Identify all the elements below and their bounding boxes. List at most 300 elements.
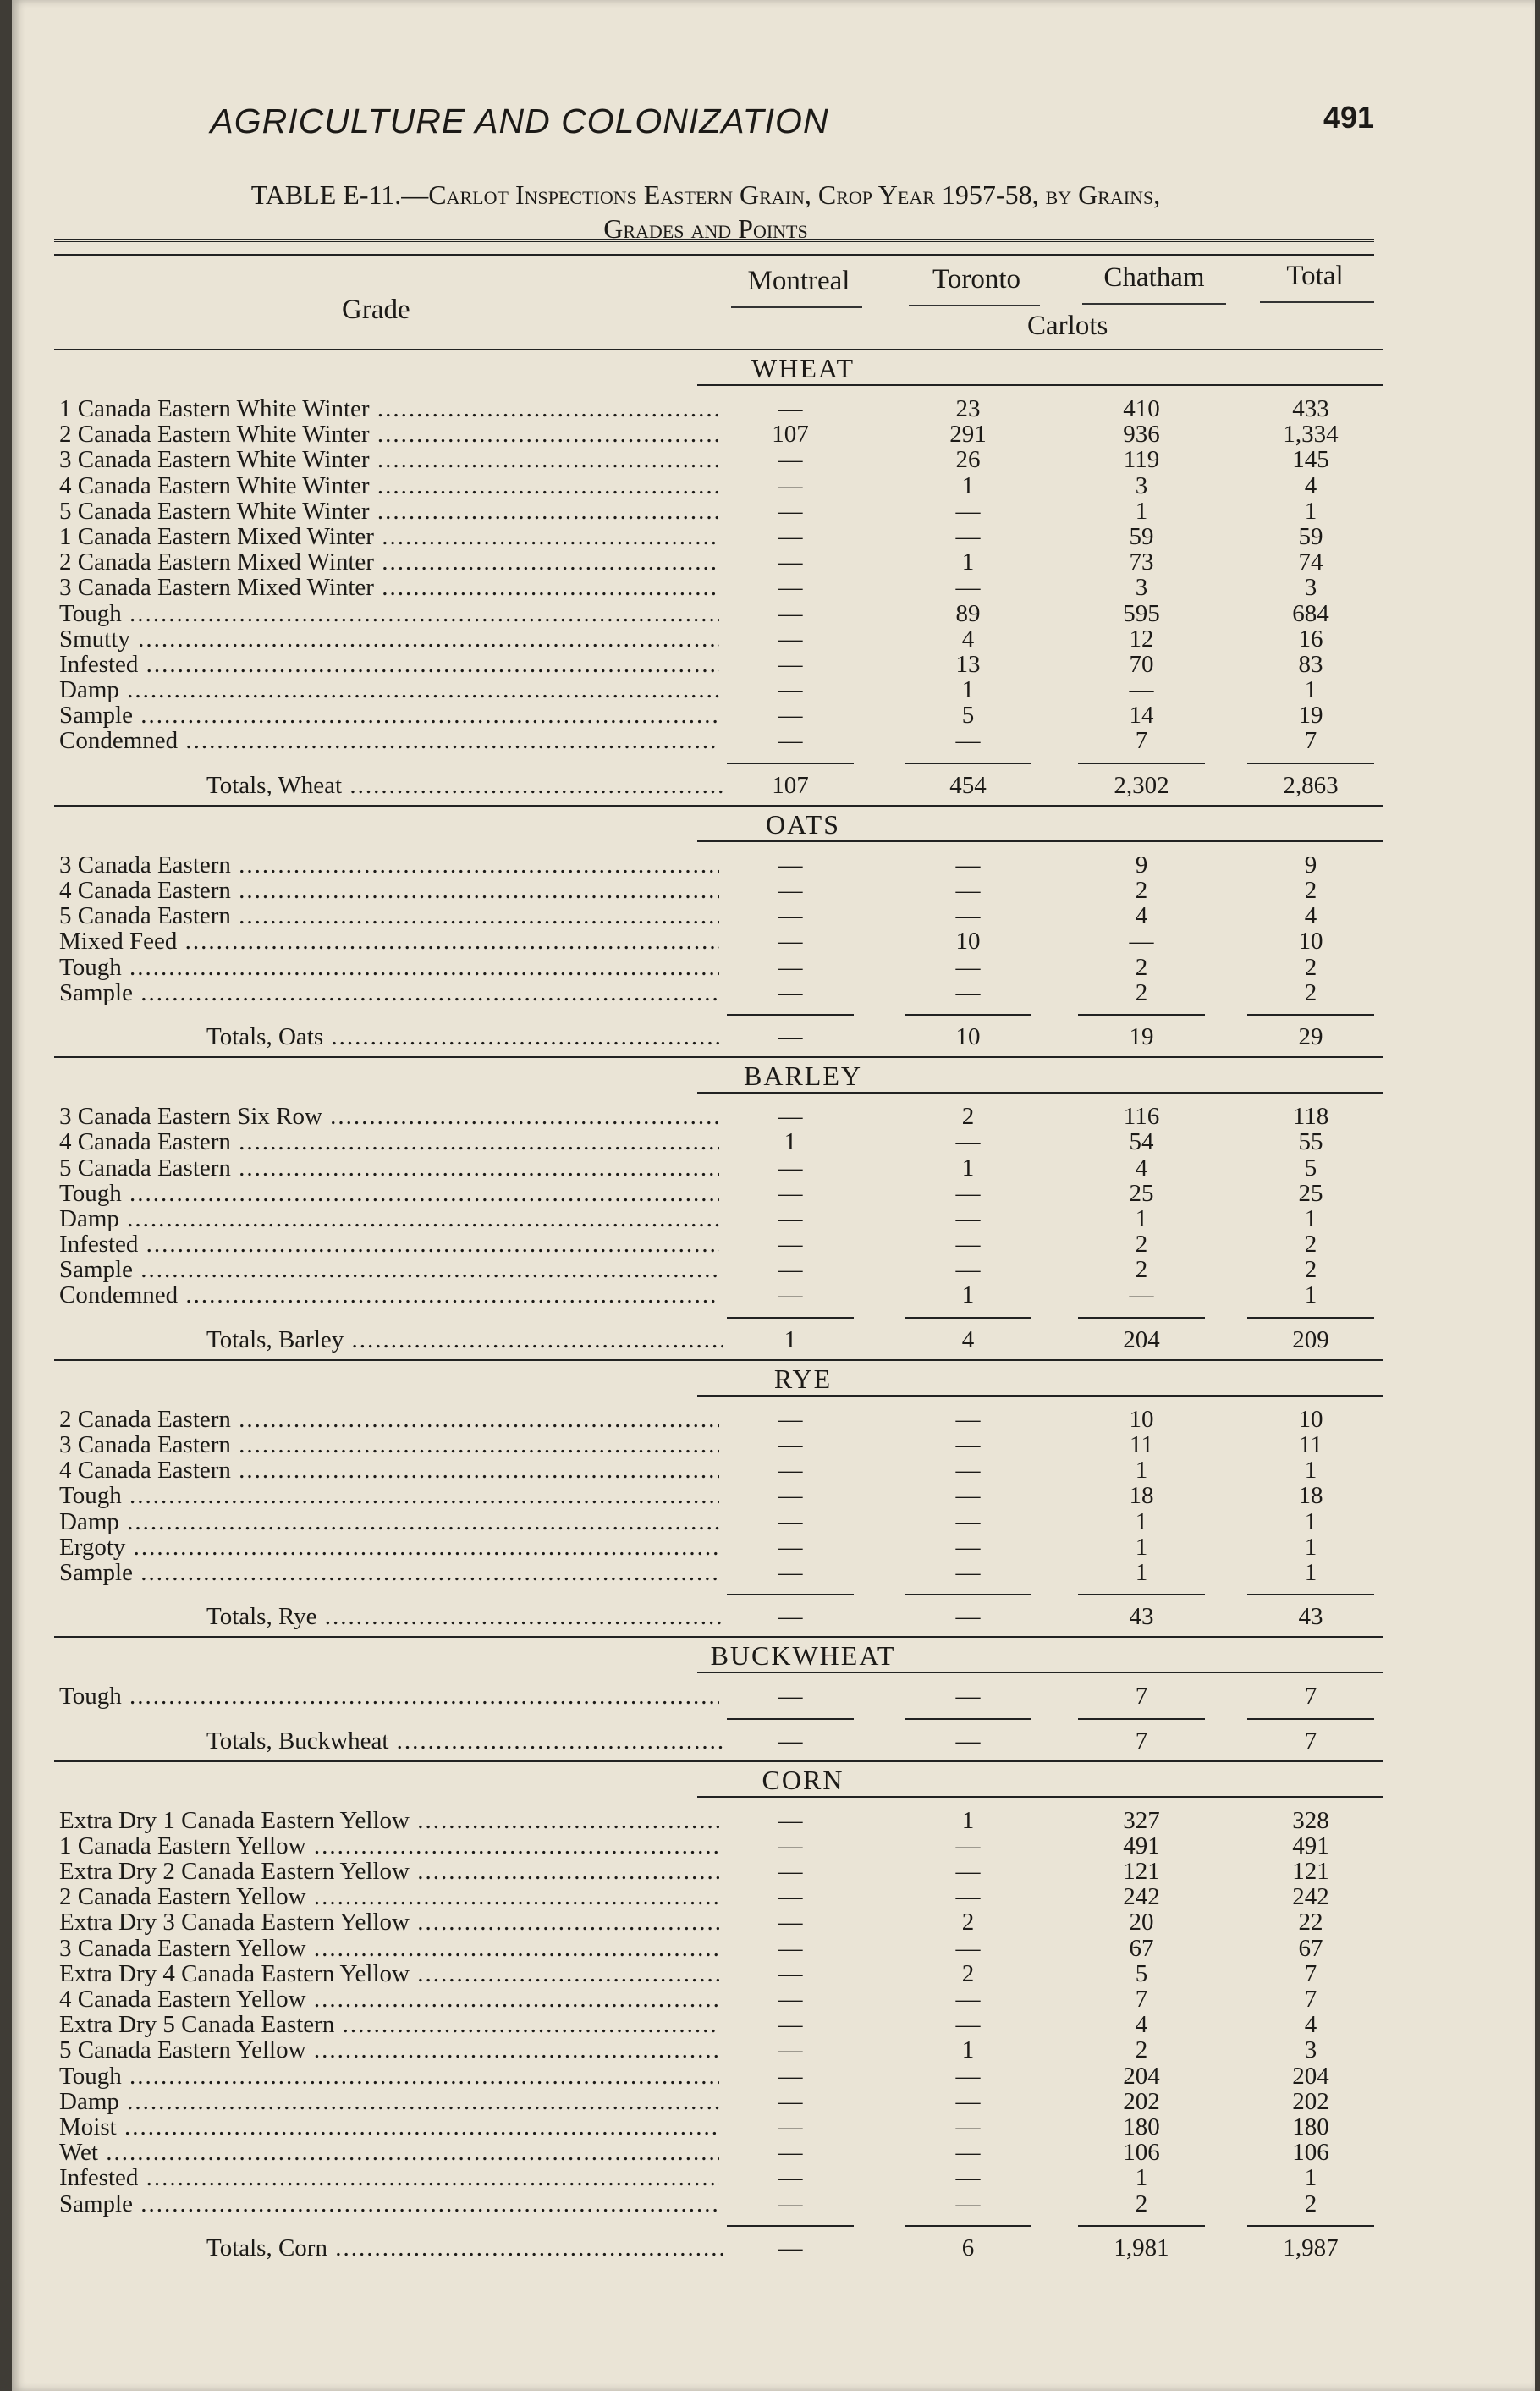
section-spacer [54,2261,1383,2267]
total-cell: 67 [1298,1934,1323,1962]
chatham-cell: 410 [1123,395,1160,422]
grade-cell: Damp ..... [59,1509,719,1534]
chatham-cell: 70 [1129,650,1154,678]
section-spacer [54,1397,1383,1407]
grade-cell: 2 Canada Eastern ..... [59,1407,719,1432]
table-row [54,601,1383,626]
chatham-cell: 11 [1130,1431,1153,1458]
totals-label: Totals, Oats ..... [206,1024,723,1050]
section-spacer [54,386,1383,396]
toronto-cell: — [955,902,981,930]
running-head: AGRICULTURE AND COLONIZATION [210,102,829,140]
toronto-total-cell: 6 [961,2234,975,2262]
table-title-text: Carlot Inspections Eastern Grain, Crop Year 1957-58, by Grains, [428,179,1161,210]
total-cell: 1 [1304,676,1317,704]
table-row [54,1407,1383,1432]
chatham-cell: 202 [1123,2087,1160,2115]
chatham-cell: 3 [1135,574,1148,602]
table-row [54,421,1383,447]
total-subtotal-rule [1247,2225,1374,2227]
toronto-cell: — [955,1683,981,1711]
montreal-cell: — [778,548,803,576]
totals-row-corn [54,2235,1383,2261]
table-row [54,2140,1383,2165]
toronto-cell: — [955,1533,981,1561]
header-rule [54,254,1374,256]
section-spacer [54,798,1383,805]
chatham-cell: 204 [1123,2062,1160,2090]
section-spacer [54,1353,1383,1359]
grade-cell: Extra Dry 2 Canada Eastern Yellow ..... [59,1859,719,1884]
toronto-cell: — [955,1405,981,1433]
table-row [54,2089,1383,2114]
toronto-cell: — [955,953,981,981]
total-cell: 5 [1304,1154,1317,1182]
grade-cell: Tough ..... [59,2063,719,2089]
totals-label: Totals, Rye ..... [206,1604,723,1629]
grade-cell: 5 Canada Eastern Yellow ..... [59,2037,719,2063]
chatham-cell: 4 [1135,902,1148,930]
grade-cell: Sample ..... [59,702,719,728]
table-row [54,524,1383,549]
total-cell: 1 [1304,497,1317,525]
total-cell: 10 [1298,1405,1323,1433]
total-cell: 7 [1304,1986,1317,2013]
chatham-cell: 2 [1135,2190,1148,2217]
chatham-cell: 1 [1135,1507,1148,1535]
total-cell: 1,334 [1283,421,1339,449]
montreal-cell: — [778,1909,803,1936]
total-total-cell: 2,863 [1283,771,1339,799]
grade-cell: 2 Canada Eastern Mixed Winter ..... [59,549,719,575]
toronto-column-header: Toronto [932,264,1020,295]
montreal-cell: — [778,978,803,1006]
toronto-cell: — [955,727,981,755]
chatham-cell: 106 [1123,2139,1160,2167]
montreal-cell: — [778,1431,803,1458]
total-cell: 7 [1304,1683,1317,1711]
toronto-total-cell: 10 [955,1022,981,1050]
grade-cell: 4 Canada Eastern White Winter ..... [59,473,719,499]
section-title-barley: BARLEY [54,1056,1383,1092]
montreal-cell: — [778,928,803,956]
montreal-subtotal-rule [727,2225,854,2227]
montreal-cell: 1 [784,1128,797,1156]
montreal-cell: — [778,1806,803,1834]
chatham-cell: 1 [1135,2164,1148,2192]
table-row [54,1206,1383,1231]
table-row [54,1909,1383,1935]
chatham-subtotal-rule [1078,1317,1205,1319]
toronto-cell: — [955,2087,981,2115]
toronto-cell: 23 [955,395,981,422]
chatham-cell: 327 [1123,1806,1160,1834]
total-cell: 4 [1304,471,1317,499]
chatham-subtotal-rule [1078,2225,1205,2227]
chatham-cell: 2 [1135,2036,1148,2064]
table-row [54,1432,1383,1457]
total-cell: 7 [1304,727,1317,755]
toronto-cell: — [955,1231,981,1259]
total-cell: 7 [1304,1959,1317,1987]
montreal-subtotal-rule [727,1317,854,1319]
table-row [54,1808,1383,1833]
table-title-prefix: TABLE E-11.— [250,179,429,210]
total-total-cell: 7 [1304,1727,1317,1755]
montreal-cell: — [778,1883,803,1911]
montreal-total-cell: 107 [772,771,809,799]
montreal-subtotal-rule [727,1594,854,1595]
toronto-cell: — [955,1507,981,1535]
table-row [54,1155,1383,1181]
subtotal-rules [54,2217,1383,2235]
toronto-cell: — [955,1179,981,1207]
toronto-cell: — [955,1457,981,1485]
montreal-cell: — [778,1256,803,1284]
montreal-cell: — [778,2087,803,2115]
montreal-cell: — [778,877,803,904]
montreal-cell: — [778,599,803,627]
chatham-cell: 2 [1135,1231,1148,1259]
grade-cell: Sample ..... [59,2191,719,2217]
chatham-cell: 242 [1123,1883,1160,1911]
totals-label: Totals, Buckwheat ..... [206,1728,723,1754]
toronto-cell: — [955,978,981,1006]
totals-label: Totals, Barley ..... [206,1327,723,1353]
table-row [54,1181,1383,1206]
toronto-cell: 2 [961,1103,975,1131]
total-subtotal-rule [1247,1594,1374,1595]
chatham-total-cell: 19 [1129,1022,1154,1050]
chatham-cell: 54 [1129,1128,1154,1156]
table-row [54,1833,1383,1859]
grade-cell: Moist ..... [59,2114,719,2140]
totals-label: Totals, Corn ..... [206,2235,723,2261]
table-row [54,1936,1383,1961]
chatham-cell: 4 [1135,1154,1148,1182]
table-row [54,677,1383,702]
toronto-cell: — [955,2190,981,2217]
grade-cell: 4 Canada Eastern ..... [59,878,719,903]
table-row [54,1104,1383,1129]
total-subtotal-rule [1247,1014,1374,1016]
section-title-buckwheat: BUCKWHEAT [54,1636,1383,1672]
table-row [54,1534,1383,1560]
montreal-cell: — [778,1179,803,1207]
total-total-cell: 43 [1298,1603,1323,1631]
table-row [54,1884,1383,1909]
header-double-rule [54,239,1374,245]
total-cell: 1 [1304,1558,1317,1586]
totals-row-oats [54,1024,1383,1050]
total-cell: 19 [1298,702,1323,730]
table-row [54,2037,1383,2063]
subtotal-rules [54,1005,1383,1024]
total-cell: 3 [1304,574,1317,602]
table-row [54,2165,1383,2190]
chatham-cell: 2 [1135,1256,1148,1284]
montreal-total-cell: — [778,1022,803,1050]
toronto-cell: 13 [955,650,981,678]
chatham-total-cell: 204 [1123,1325,1160,1353]
table-row [54,852,1383,878]
table-row [54,1509,1383,1534]
total-cell: 328 [1292,1806,1329,1834]
grade-cell: Sample ..... [59,1560,719,1585]
total-subtotal-rule [1247,1317,1374,1319]
chatham-cell: — [1129,1281,1154,1309]
subtotal-rules [54,754,1383,773]
total-cell: 1 [1304,2164,1317,2192]
grade-cell: Sample ..... [59,980,719,1005]
toronto-header-underline [909,305,1040,306]
total-cell: 202 [1292,2087,1329,2115]
montreal-cell: — [778,1683,803,1711]
total-cell: 2 [1304,953,1317,981]
table-row [54,1859,1383,1884]
total-subtotal-rule [1247,1718,1374,1720]
toronto-cell: — [955,1832,981,1859]
chatham-cell: 2 [1135,877,1148,904]
grade-cell: Damp ..... [59,2089,719,2114]
toronto-cell: — [955,2113,981,2140]
section-spacer [54,1754,1383,1760]
chatham-cell: 116 [1123,1103,1160,1131]
total-cell: 1 [1304,1204,1317,1232]
table-row [54,702,1383,728]
total-cell: 204 [1292,2062,1329,2090]
total-cell: 1 [1304,1281,1317,1309]
toronto-cell: — [955,1883,981,1911]
total-cell: 4 [1304,2011,1317,2039]
grade-cell: 3 Canada Eastern Six Row ..... [59,1104,719,1129]
chatham-cell: 10 [1129,1405,1154,1433]
total-cell: 2 [1304,877,1317,904]
section-spacer [54,1673,1383,1683]
toronto-cell: — [955,522,981,550]
chatham-header-underline [1082,303,1226,305]
grade-cell: Mixed Feed ..... [59,928,719,954]
montreal-cell: — [778,727,803,755]
montreal-cell: — [778,1959,803,1987]
total-cell: 491 [1292,1832,1329,1859]
chatham-cell: 2 [1135,978,1148,1006]
grade-cell: Smutty ..... [59,626,719,652]
montreal-cell: — [778,702,803,730]
total-column-header: Total [1286,261,1344,291]
chatham-cell: 595 [1123,599,1160,627]
toronto-cell: — [955,497,981,525]
toronto-cell: 1 [961,2036,975,2064]
total-cell: 118 [1292,1103,1329,1131]
grade-cell: 2 Canada Eastern Yellow ..... [59,1884,719,1909]
total-cell: 16 [1298,625,1323,653]
toronto-cell: — [955,1256,981,1284]
grade-cell: Tough ..... [59,1483,719,1508]
montreal-subtotal-rule [727,1014,854,1016]
carlots-unit-header: Carlots [1027,311,1108,341]
grade-cell: 3 Canada Eastern Mixed Winter ..... [59,575,719,600]
total-cell: 74 [1298,548,1323,576]
chatham-cell: 7 [1135,727,1148,755]
chatham-cell: 4 [1135,2011,1148,2039]
totals-row-rye [54,1604,1383,1629]
chatham-column-header: Chatham [1103,262,1205,293]
chatham-cell: 18 [1129,1482,1154,1510]
totals-row-buckwheat [54,1728,1383,1754]
chatham-cell: — [1129,676,1154,704]
montreal-cell: — [778,1934,803,1962]
chatham-cell: 7 [1135,1683,1148,1711]
montreal-cell: — [778,446,803,474]
grade-cell: 3 Canada Eastern Yellow ..... [59,1936,719,1961]
grade-cell: Tough ..... [59,955,719,980]
table-row [54,549,1383,575]
montreal-header-underline [731,306,862,308]
total-cell: 1 [1304,1533,1317,1561]
chatham-cell: 1 [1135,497,1148,525]
grade-cell: Wet ..... [59,2140,719,2165]
toronto-cell: — [955,2062,981,2090]
chatham-cell: 12 [1129,625,1154,653]
total-cell: 11 [1299,1431,1323,1458]
montreal-cell: — [778,650,803,678]
table-row [54,903,1383,928]
toronto-cell: — [955,1934,981,1962]
toronto-cell: 4 [961,625,975,653]
chatham-subtotal-rule [1078,1014,1205,1016]
toronto-cell: 1 [961,1154,975,1182]
toronto-subtotal-rule [905,1317,1031,1319]
total-cell: 83 [1298,650,1323,678]
montreal-subtotal-rule [727,763,854,764]
table-row [54,575,1383,600]
montreal-cell: — [778,1533,803,1561]
chatham-cell: 25 [1129,1179,1154,1207]
toronto-cell: 26 [955,446,981,474]
montreal-cell: — [778,2036,803,2064]
section-spacer [54,1094,1383,1104]
chatham-subtotal-rule [1078,763,1205,764]
montreal-cell: — [778,953,803,981]
grade-cell: Tough ..... [59,1683,719,1709]
document-page [12,0,1535,2391]
totals-row-barley [54,1327,1383,1353]
chatham-subtotal-rule [1078,1594,1205,1595]
table-row [54,1961,1383,1986]
toronto-cell: 1 [961,676,975,704]
total-cell: 18 [1298,1482,1323,1510]
table-row [54,1231,1383,1257]
toronto-cell: 1 [961,471,975,499]
montreal-cell: — [778,497,803,525]
total-cell: 2 [1304,1256,1317,1284]
grade-cell: 3 Canada Eastern White Winter ..... [59,447,719,472]
total-cell: 25 [1298,1179,1323,1207]
montreal-cell: — [778,395,803,422]
chatham-cell: 1 [1135,1558,1148,1586]
table-title-line-1 [63,178,1349,212]
table-title-line-2: Grades and Points [603,213,808,244]
grade-cell: 3 Canada Eastern ..... [59,1432,719,1457]
table-row [54,728,1383,753]
chatham-cell: 1 [1135,1457,1148,1485]
total-subtotal-rule [1247,763,1374,764]
section-spacer [54,1798,1383,1808]
toronto-cell: 1 [961,1806,975,1834]
table-row [54,1986,1383,2012]
grade-cell: Damp ..... [59,677,719,702]
chatham-cell: 1 [1135,1533,1148,1561]
grade-cell: 5 Canada Eastern ..... [59,903,719,928]
grade-cell: 2 Canada Eastern White Winter ..... [59,421,719,447]
section-spacer [54,1629,1383,1636]
toronto-cell: 2 [961,1909,975,1936]
montreal-total-cell: — [778,1727,803,1755]
total-cell: 10 [1298,928,1323,956]
chatham-total-cell: 1,981 [1114,2234,1169,2262]
chatham-cell: 9 [1135,851,1148,879]
toronto-total-cell: — [955,1727,981,1755]
table-row [54,396,1383,421]
montreal-cell: — [778,1457,803,1485]
montreal-cell: — [778,2011,803,2039]
chatham-cell: 1 [1135,1204,1148,1232]
table-row [54,878,1383,903]
montreal-cell: — [778,1558,803,1586]
table-row [54,2063,1383,2089]
grade-cell: Infested ..... [59,652,719,677]
total-cell: 9 [1304,851,1317,879]
montreal-total-cell: 1 [784,1325,797,1353]
montreal-cell: — [778,2190,803,2217]
table-row [54,1457,1383,1483]
table-row [54,652,1383,677]
total-total-cell: 209 [1292,1325,1329,1353]
table-title [63,178,1349,245]
toronto-subtotal-rule [905,1594,1031,1595]
chatham-cell: 20 [1129,1909,1154,1936]
chatham-cell: 7 [1135,1986,1148,2013]
grade-cell: 1 Canada Eastern Yellow ..... [59,1833,719,1859]
grade-cell: Damp ..... [59,1206,719,1231]
toronto-total-cell: — [955,1603,981,1631]
grade-cell: Extra Dry 4 Canada Eastern Yellow ..... [59,1961,719,1986]
total-cell: 4 [1304,902,1317,930]
total-total-cell: 1,987 [1283,2234,1339,2262]
montreal-cell: — [778,1103,803,1131]
toronto-cell: — [955,1431,981,1458]
toronto-cell: — [955,1204,981,1232]
grade-cell: 1 Canada Eastern White Winter ..... [59,396,719,421]
toronto-cell: — [955,1986,981,2013]
section-title-oats: OATS [54,805,1383,840]
table-row [54,928,1383,954]
montreal-cell: — [778,471,803,499]
grade-cell: Infested ..... [59,2165,719,2190]
total-cell: 121 [1292,1858,1329,1886]
table-row [54,1282,1383,1308]
totals-row-wheat [54,773,1383,798]
chatham-total-cell: 43 [1129,1603,1154,1631]
chatham-cell: 67 [1129,1934,1154,1962]
montreal-cell: — [778,1507,803,1535]
chatham-cell: 3 [1135,471,1148,499]
chatham-cell: 14 [1129,702,1154,730]
montreal-cell: — [778,1858,803,1886]
toronto-cell: — [955,877,981,904]
toronto-cell: — [955,2011,981,2039]
